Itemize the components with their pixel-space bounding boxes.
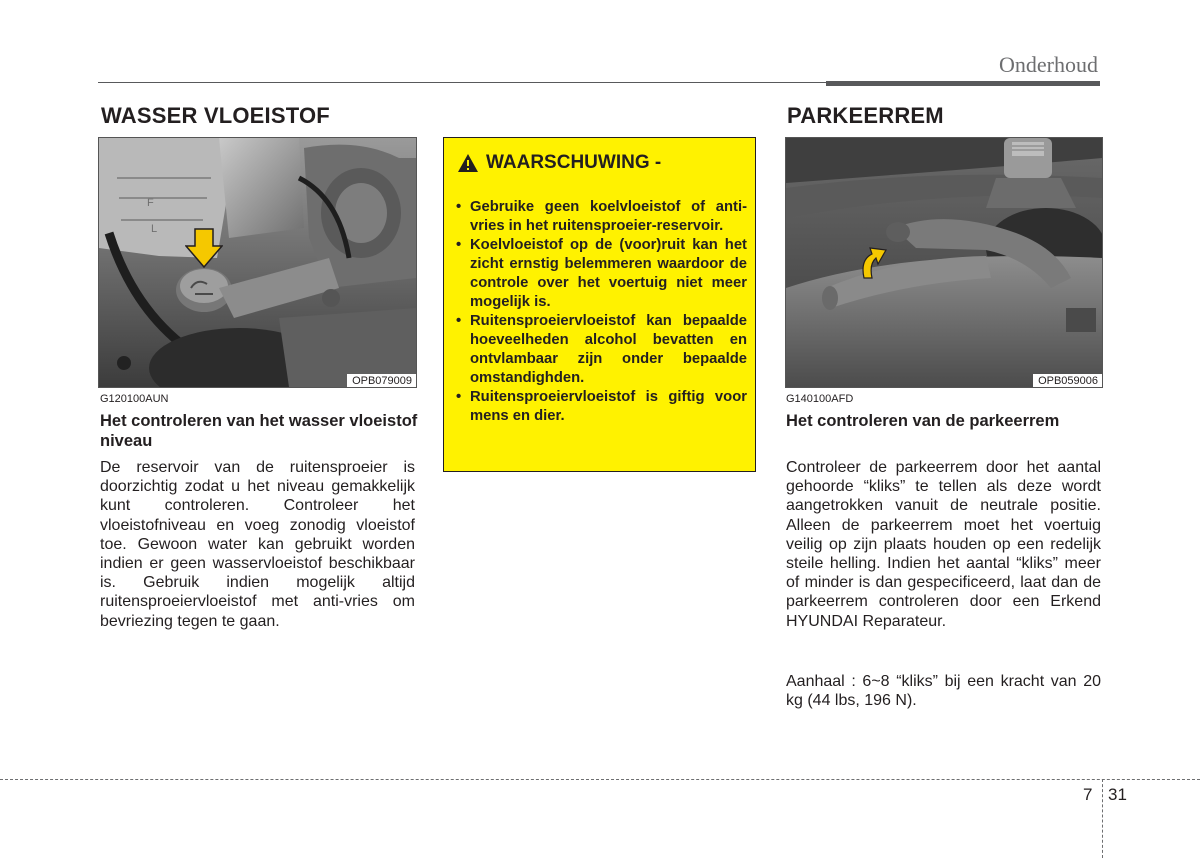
page-number: 31 (1108, 785, 1127, 804)
warning-list (454, 198, 747, 426)
footer-rule (0, 779, 1200, 780)
arrow-down-icon (185, 228, 223, 268)
reference-code: G140100AFD (786, 393, 854, 405)
washer-reservoir-illustration (99, 138, 416, 387)
section-title: Onderhoud (999, 52, 1098, 77)
subheading-check-parking-brake: Het controleren van de parkeerrem (786, 412, 1060, 430)
warning-item: • Ruitensproeiervloeistof kan bepaalde hoeveelheden alcohol bevatten en ontvlambaar zijn onder bepaalde omstandighden. (454, 312, 747, 388)
curved-arrow-icon (858, 242, 888, 280)
body-text-washer: De reservoir van de ruitensproeier is doorzichtig zodat u het niveau gemakkelijk kunt controleren. Controleer het vloeistofniveau en voeg zonodig vloeistof toe. Gewoon water kan gebruikt worden indien er geen wasservloeistof beschikbaar is. Gebruik indien mogelijk altijd ruitensproeiervloeistof met anti-vries om bevriezing tegen te gaan. (100, 459, 415, 630)
photo-code: OPB079009 (347, 374, 416, 387)
warning-item: • Ruitensproeiervloeistof is giftig voor mens en dier. (454, 388, 747, 426)
chapter-number: 7 (1083, 785, 1093, 804)
header-rule-accent (826, 81, 1100, 86)
body-text-parking-brake: Controleer de parkeerrem door het aantal gehoorde “kliks” te tellen als deze wordt aangetrokken vanuit de neutrale positie. Alleen de parkeerrem moet het voertuig veilig op zijn plaats houden op een redelijk steile helling. Indien het aantal “kliks” meer of minder is dan gespecificeerd, laat dan de parkeerrem controleren door een Erkend HYUNDAI Reparateur. (786, 459, 1101, 630)
warning-item: • Koelvloeistof op de (voor)ruit kan het zicht ernstig belemmeren waardoor de controle over het voertuig niet meer mogelijk is. (454, 236, 747, 312)
svg-text:L: L (151, 223, 158, 235)
photo-code: OPB059006 (1033, 374, 1102, 387)
svg-text:F: F (147, 197, 154, 209)
heading-parking-brake: PARKEERREM (787, 103, 944, 128)
warning-title: WAARSCHUWING - (486, 152, 662, 173)
parking-brake-photo (785, 137, 1103, 388)
footer-divider (1102, 779, 1103, 858)
warning-box (443, 137, 756, 472)
warning-item: • Gebruike geen koelvloeistof of anti-vries in het ruitensproeier-reservoir. (454, 198, 747, 236)
body-text-clicks-spec: Aanhaal : 6~8 “kliks” bij een kracht van 20 kg (44 lbs, 196 N). (786, 673, 1101, 710)
reference-code: G120100AUN (100, 393, 169, 405)
heading-washer-fluid: WASSER VLOEISTOF (101, 103, 330, 128)
subheading-check-washer-level: Het controleren van het wasser vloeistof niveau (100, 412, 418, 450)
parking-brake-illustration (786, 138, 1102, 387)
washer-reservoir-photo (98, 137, 417, 388)
warning-triangle-icon (457, 153, 479, 173)
